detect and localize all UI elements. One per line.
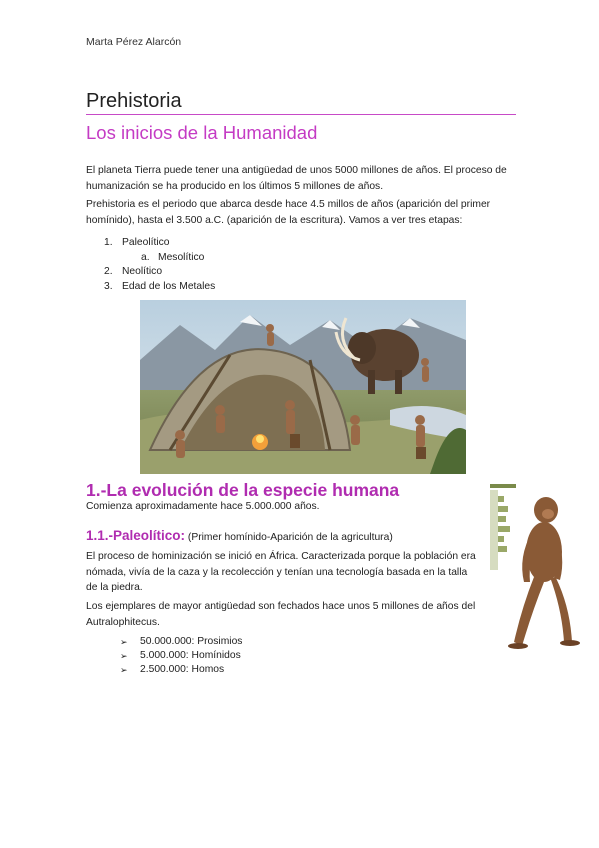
subsection-title: 1.1.-Paleolítico:: [86, 528, 186, 543]
timeline-list: [120, 635, 242, 677]
author-header: Marta Pérez Alarcón: [86, 36, 182, 48]
page-title: Prehistoria: [86, 90, 182, 112]
stages-list: [86, 236, 215, 294]
intro-paragraph-1: El planeta Tierra puede tener una antigüedad de unos 5000 millones de años. El proceso de humanización se ha producido en los últimos 5 millones de años.: [86, 165, 507, 192]
paleolithic-paragraph-2: Los ejemplares de mayor antigüedad son fechados hace unos 5 millones de años del Autralophitecus.: [86, 601, 476, 628]
list-item: ➢ 2.500.000: Homos: [120, 664, 225, 675]
section-heading: 1.-La evolución de la especie humana: [86, 480, 400, 500]
arrowhead-bullet-icon: ➢: [120, 665, 128, 675]
paleolithic-paragraph-1: El proceso de hominización se inició en África. Caracterizada porque la población era nómada, vivía de la caza y la recolección y tenían una tecnología basada en la talla de la piedra.: [86, 551, 476, 593]
section-description: Comienza aproximadamente hace 5.000.000 años.: [86, 501, 320, 512]
arrowhead-bullet-icon: ➢: [120, 651, 128, 661]
page-subtitle: Los inicios de la Humanidad: [86, 122, 318, 143]
prehistoric-scene-image: [140, 300, 466, 474]
list-item: 1. Paleolítico: [104, 237, 170, 248]
list-item: ➢ 50.000.000: Prosimios: [120, 636, 243, 647]
australopithecus-image: [488, 482, 584, 654]
title-divider: [86, 114, 516, 115]
subsection-heading: [86, 523, 393, 545]
list-item: 2. Neolítico: [104, 266, 163, 277]
subsection-note: (Primer homínido-Aparición de la agricultura): [185, 532, 393, 543]
intro-paragraph-2: Prehistoria es el periodo que abarca desde hace 4.5 millos de años (aparición del primer homínido), hasta el 3.500 a.C. (aparición de la escritura). Vamos a ver tres etapas:: [86, 199, 491, 226]
list-item: a. Mesolítico: [141, 251, 205, 263]
arrowhead-bullet-icon: ➢: [120, 637, 128, 647]
list-item: ➢ 5.000.000: Homínidos: [120, 650, 241, 661]
list-item: 3. Edad de los Metales: [104, 280, 216, 292]
